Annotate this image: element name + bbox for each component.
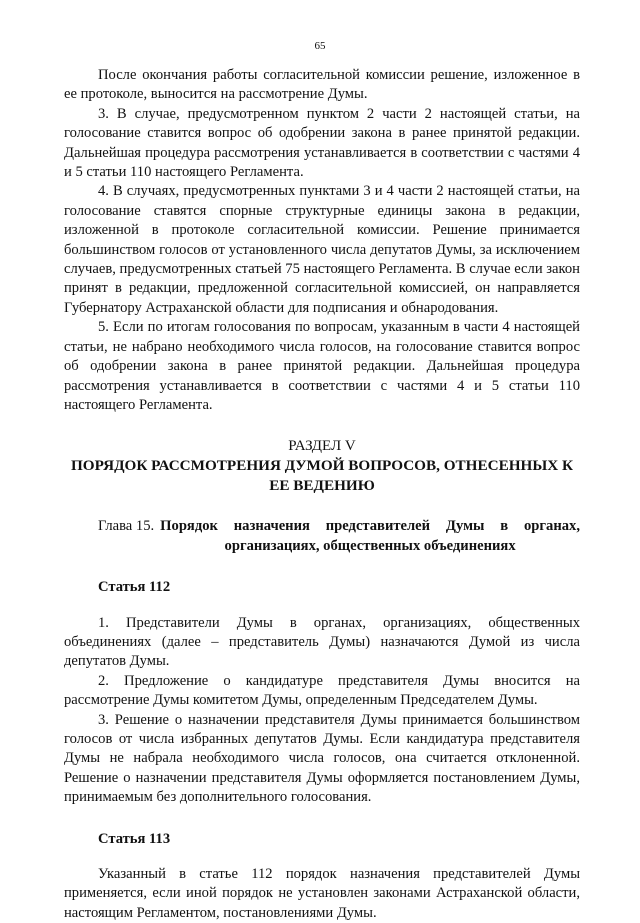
section-label: РАЗДЕЛ V [288,438,356,455]
chapter-title: Порядок назначения представителей Думы в органах, организациях, общественных объединениях [160,518,580,554]
article-112-heading: Статья 112 [98,579,171,596]
page-content [64,66,580,923]
paragraph: 3. Решение о назначении представителя Думы принимается большинством голосов от числа избранных депутатов Думы. Если кандидатура представителя Думы не набрала необходимого числа голосов, она считается отклоненной. Решение о назначении представителя Думы оформляется постановлением Думы, принимаемым без дополнительного голосования. [64,711,580,806]
page-number: 65 [314,40,326,52]
paragraph: 2. Предложение о кандидатуре представителя Думы вносится на рассмотрение Думы комитетом Думы, определенным Председателем Думы. [64,672,580,709]
paragraph: Указанный в статье 112 порядок назначения представителей Думы применяется, если иной порядок не установлен законами Астраханской области, настоящим Регламентом, постановлениями Думы. [64,866,580,921]
chapter-number: Глава 15. [98,518,155,535]
paragraph: 3. В случае, предусмотренном пунктом 2 части 2 настоящей статьи, на голосование ставится вопрос об одобрении закона в ранее принятой редакции. Дальнейшая процедура рассмотрения устанавливается в соответствии с частями 4 и 5 статьи 110 настоящего Регламента. [64,105,580,181]
paragraph: 5. Если по итогам голосования по вопросам, указанным в части 4 настоящей статьи, не набрано необходимого числа голосов, на голосование ставится вопрос об одобрении закона в ранее принятой редакции. Дальнейшая процедура рассмотрения устанавливается в соответствии с частями 4 и 5 статьи 110 настоящего Регламента. [64,319,580,413]
paragraph: 1. Представители Думы в органах, организациях, общественных объединениях (далее – представитель Думы) назначаются Думой из числа депутатов Думы. [64,614,580,670]
article-113-heading: Статья 113 [98,830,171,847]
chapter-heading [64,517,580,556]
paragraph: После окончания работы согласительной комиссии решение, изложенное в ее протоколе, выносится на рассмотрение Думы. [64,67,580,103]
spacer [64,849,580,865]
spacer [64,598,580,614]
section-title: ПОРЯДОК РАССМОТРЕНИЯ ДУМОЙ ВОПРОСОВ, ОТНЕСЕННЫХ К ЕЕ ВЕДЕНИЮ [70,457,574,494]
paragraph: 4. В случаях, предусмотренных пунктами 3 и 4 части 2 настоящей статьи, на голосование ставятся спорные структурные единицы закона в редакции, изложенной в протоколе согласительной комиссии. Решение принимается большинством голосов от установленного числа депутатов Думы, за исключением случаев, предусмотренных статьей 75 настоящего Регламента. В случае если закон принят в редакции, предложенной согласительной комиссией, он направляется Губернатору Астраханской области для подписания и обнародования. [64,183,580,316]
